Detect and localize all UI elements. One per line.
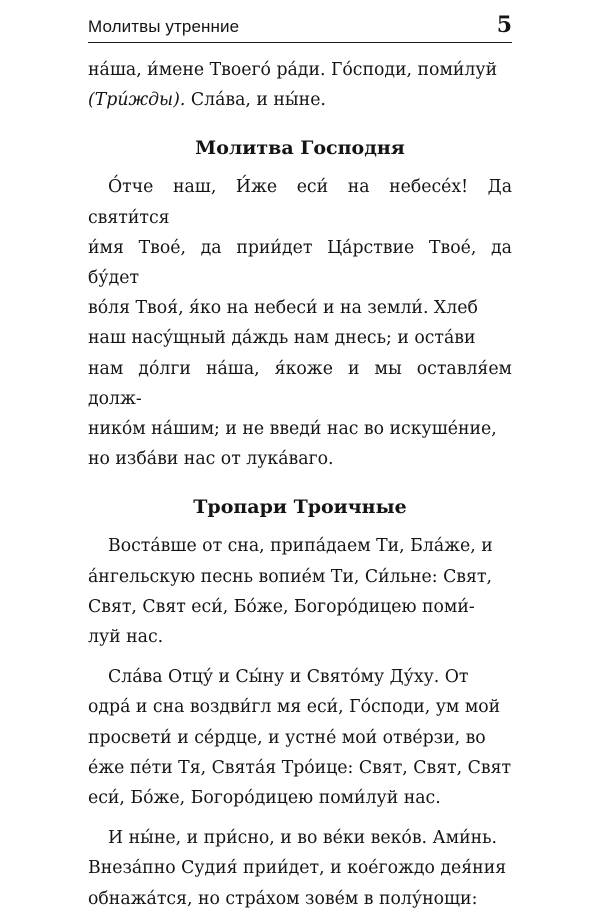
prayer-line: просвети́ и се́рдце, и устне́ мои́ отве́рзи, во	[88, 727, 486, 748]
prayer-paragraph	[88, 662, 512, 813]
prayer-line: и́мя Твое́, да прии́дет Ца́рствие Твое́, да бу́дет	[88, 237, 512, 289]
continuation-line-1: на́ша, и́мене Твоего́ ра́ди. Го́споди, поми́луй	[88, 60, 498, 80]
prayer-line: луй нас.	[88, 627, 164, 648]
prayer-paragraph	[88, 531, 512, 652]
prayer-line: Сла́ва Отцу́ и Сы́ну и Свято́му Ду́ху. От	[108, 667, 469, 688]
section-heading: Тропари Троичные	[193, 496, 407, 519]
prayer-line: О́тче наш, И́же еси́ на небесе́х! Да святи́тся	[88, 177, 512, 228]
page-body	[88, 55, 512, 914]
prayer-line: обнажа́тся, но стра́хом зове́м в полу́нощи:	[88, 888, 478, 909]
running-head	[88, 0, 512, 43]
prayer-line: нико́м на́шим; и не введи́ нас во искуше́ние,	[88, 419, 497, 440]
prayer-line: Свят, Свят еси́, Бо́же, Богоро́дицею поми́-	[88, 596, 475, 617]
sections-container	[88, 135, 512, 913]
prayer-paragraph	[88, 823, 512, 914]
prayer-line: И ны́не, и при́сно, и во ве́ки веко́в. Ами́нь.	[108, 828, 498, 849]
prayer-line: нам до́лги на́ша, я́коже и мы оставля́ем долж-	[88, 358, 512, 409]
continuation-line-2: Сла́ва, и ны́не.	[185, 90, 326, 111]
prayer-line: но изба́ви нас от лука́ваго.	[88, 449, 334, 470]
section-heading: Молитва Господня	[195, 137, 405, 160]
prayer-line: одра́ и сна воздви́гл мя еси́, Го́споди, ум мой	[88, 697, 501, 718]
continuation-italic: (Три́жды).	[88, 90, 186, 111]
prayer-line: во́ля Твоя́, я́ко на небеси́ и на земли́. Хлеб	[88, 298, 478, 319]
continuation-text	[88, 55, 512, 115]
prayer-line: е́же пе́ти Тя, Свята́я Тро́ице: Свят, Свят, Свят	[88, 757, 512, 778]
page-number: 5	[496, 12, 512, 38]
prayer-line: Воста́вше от сна, припа́даем Ти, Бла́же, и	[108, 536, 493, 557]
prayer-line: Внеза́пно Судия́ прии́дет, и кое́гождо дея́ния	[88, 858, 507, 879]
running-title: Молитвы утренние	[88, 17, 240, 36]
prayer-line: а́нгельскую песнь вопие́м Ти, Си́льне: Свят,	[88, 566, 492, 587]
prayer-line: еси́, Бо́же, Богоро́дицею поми́луй нас.	[88, 788, 441, 809]
prayer-line: наш насу́щный да́ждь нам днесь; и оста́ви	[88, 328, 476, 349]
prayer-paragraph	[88, 172, 512, 474]
